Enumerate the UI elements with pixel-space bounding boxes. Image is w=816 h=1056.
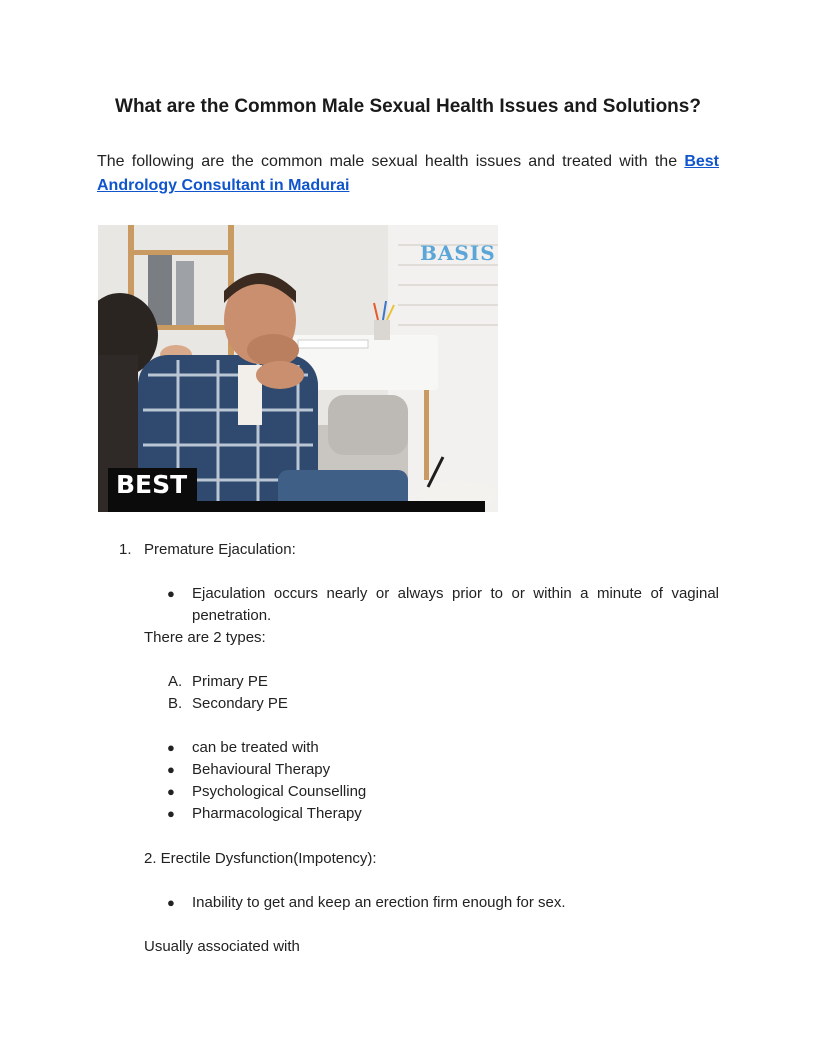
type-marker-b: B.: [168, 695, 183, 712]
treatment-item: Behavioural Therapy: [192, 761, 331, 778]
section-2-bullet: Inability to get and keep an erection firm enough for sex.: [192, 894, 566, 911]
section-1-bullet: Ejaculation occurs nearly or always prior to or within a minute of vaginal penetration.: [192, 585, 719, 624]
bullet-icon: ●: [167, 806, 175, 821]
bullet-icon: ●: [167, 784, 175, 799]
hero-image: [98, 225, 498, 512]
type-secondary-pe: Secondary PE: [192, 695, 288, 712]
section-2-heading: 2. Erectile Dysfunction(Impotency):: [144, 850, 377, 867]
treatment-item: Psychological Counselling: [192, 783, 367, 800]
types-intro: There are 2 types:: [144, 629, 266, 646]
andrology-consultant-link[interactable]: Best Andrology Consultant in Madurai: [97, 153, 720, 194]
image-caption-bar: [108, 501, 485, 512]
basis-logo: BASIS: [420, 241, 496, 265]
page-title: What are the Common Male Sexual Health Issues and Solutions?: [115, 96, 701, 117]
section-1-number: 1.: [119, 541, 132, 558]
bullet-icon: ●: [167, 895, 175, 910]
section-1-heading: Premature Ejaculation:: [144, 541, 296, 558]
bullet-icon: ●: [167, 762, 175, 777]
section-2-footer: Usually associated with: [144, 938, 300, 955]
treatment-item: can be treated with: [192, 739, 319, 756]
type-primary-pe: Primary PE: [192, 673, 268, 690]
bullet-icon: ●: [167, 740, 175, 755]
treatment-item: Pharmacological Therapy: [192, 805, 362, 822]
type-marker-a: A.: [168, 673, 183, 690]
intro-paragraph: [97, 150, 719, 198]
bullet-icon: ●: [167, 586, 175, 601]
intro-text: The following are the common male sexual health issues and treated with the: [97, 153, 678, 170]
image-caption-best: BEST: [108, 468, 197, 502]
